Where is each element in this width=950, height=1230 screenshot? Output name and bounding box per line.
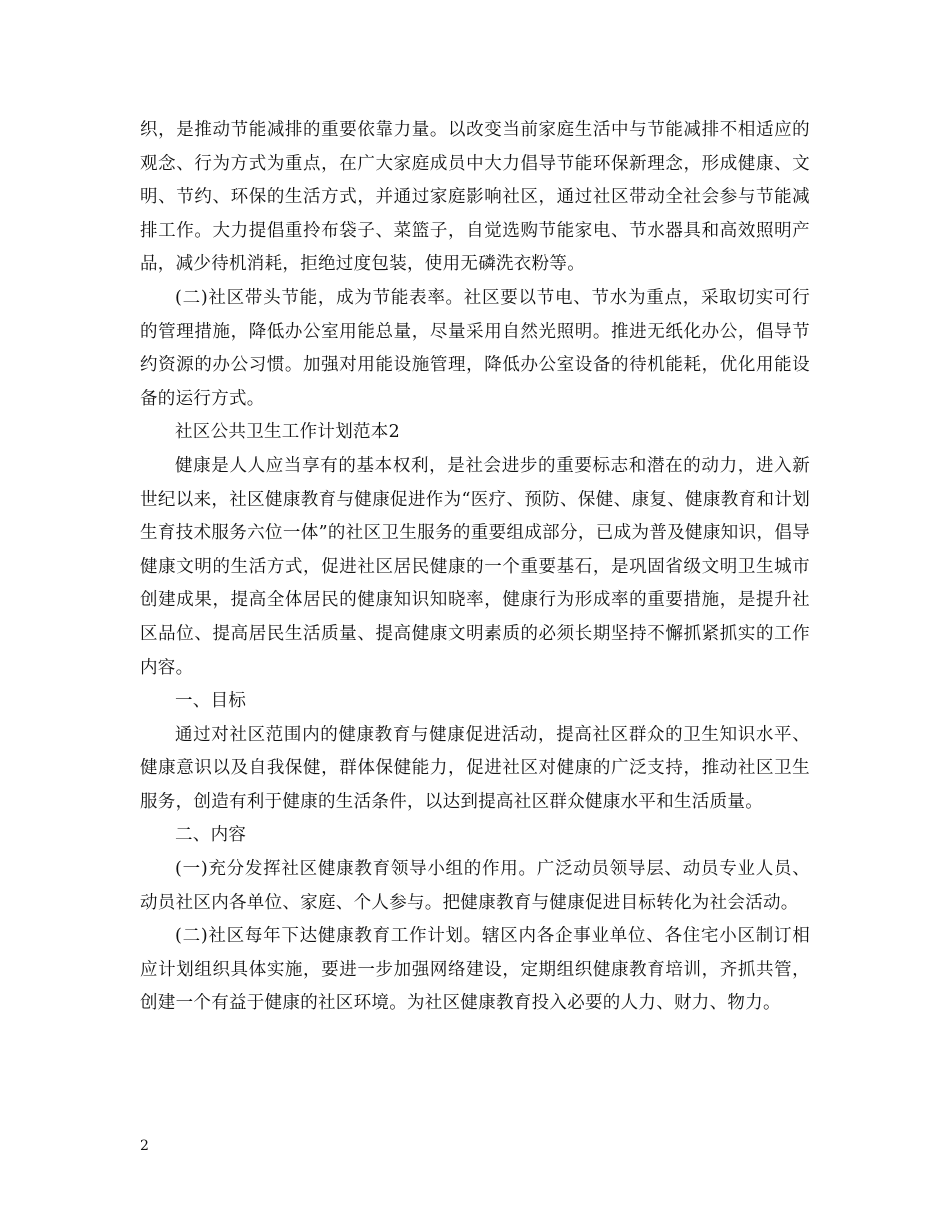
page-number: 2 [140,1138,149,1154]
paragraph-community-energy-saving: (二)社区带头节能，成为节能表率。社区要以节电、节水为重点，采取切实可行的管理措施，降低办公室用能总量，尽量采用自然光照明。推进无纸化办公，倡导节约资源的办公习惯。加强对用能设施管理，降低办公室设备的待机能耗，优化用能设备的运行方式。 [140,287,810,409]
paragraph-content-item-2: (二)社区每年下达健康教育工作计划。辖区内各企事业单位、各住宅小区制订相应计划组织具体实施，要进一步加强网络建设，定期组织健康教育培训，齐抓共管，创建一个有益于健康的社区环境。为社区健康教育投入必要的人力、财力、物力。 [140,926,810,1014]
page-body [140,114,810,1021]
paragraph-goals: 通过对社区范围内的健康教育与健康促进活动，提高社区群众的卫生知识水平、健康意识以及自我保健，群体保健能力，促进社区对健康的广泛支持，推动社区卫生服务，创造有利于健康的生活条件，以达到提高社区群众健康水平和生活质量。 [140,724,810,812]
paragraph-content-item-1: (一)充分发挥社区健康教育领导小组的作用。广泛动员领导层、动员专业人员、动员社区内各单位、家庭、个人参与。把健康教育与健康促进目标转化为社会活动。 [140,859,810,913]
heading-contents: 二、内容 [175,825,247,846]
paragraph-continuation: 织，是推动节能减排的重要依靠力量。以改变当前家庭生活中与节能减排不相适应的观念、行为方式为重点，在广大家庭成员中大力倡导节能环保新理念，形成健康、文明、节约、环保的生活方式，并通过家庭影响社区，通过社区带动全社会参与节能减排工作。大力提倡重拎布袋子、菜篮子，自觉选购节能家电、节水器具和高效照明产品，减少待机消耗，拒绝过度包装，使用无磷洗衣粉等。 [140,120,810,275]
paragraph-health-rights: 健康是人人应当享有的基本权利，是社会进步的重要标志和潜在的动力，进入新世纪以来，社区健康教育与健康促进作为“医疗、预防、保健、康复、健康教育和计划生育技术服务六位一体”的社区卫生服务的重要组成部分，已成为普及健康知识，倡导健康文明的生活方式，促进社区居民健康的一个重要基石，是巩固省级文明卫生城市创建成果，提高全体居民的健康知识知晓率，健康行为形成率的重要措施，是提升社区品位、提高居民生活质量、提高健康文明素质的必须长期坚持不懈抓紧抓实的工作内容。 [140,455,810,678]
section-heading-plan-template-2: 社区公共卫生工作计划范本2 [175,422,401,443]
heading-goals: 一、目标 [175,691,247,712]
